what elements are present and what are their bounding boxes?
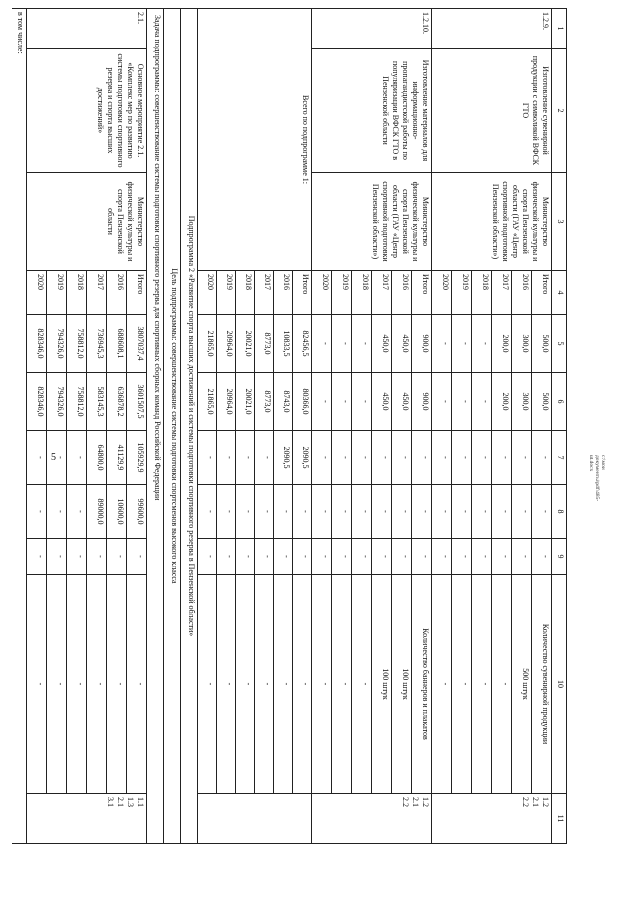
value-cell: 200,0	[492, 373, 512, 431]
value-cell: 41129,9	[107, 431, 127, 485]
value-cell: -	[532, 485, 552, 539]
value-cell: -	[47, 485, 67, 539]
value-cell: -	[236, 485, 255, 539]
value-cell: -	[47, 539, 67, 575]
year-cell: Итого	[532, 271, 552, 315]
indicator-value: -	[492, 575, 512, 794]
value-cell: -	[236, 539, 255, 575]
goal-row	[164, 9, 181, 844]
value-cell: 2090,5	[274, 431, 293, 485]
indicator-value: -	[452, 575, 472, 794]
value-cell: -	[87, 539, 107, 575]
program-activities-table	[12, 8, 567, 844]
value-cell: 500,0	[532, 373, 552, 431]
indicator-value: 500 штук	[512, 575, 532, 794]
indicator-value: -	[293, 575, 312, 794]
value-cell: -	[452, 373, 472, 431]
value-cell: -	[312, 373, 332, 431]
value-cell: -	[492, 431, 512, 485]
value-cell: -	[512, 539, 532, 575]
value-cell: -	[512, 485, 532, 539]
value-cell: 794326,0	[47, 373, 67, 431]
year-cell: 2017	[255, 271, 274, 315]
value-cell: -	[255, 485, 274, 539]
value-cell: -	[352, 539, 372, 575]
value-cell: -	[472, 315, 492, 373]
value-cell: 636878,2	[107, 373, 127, 431]
value-cell: -	[332, 315, 352, 373]
value-cell: -	[332, 539, 352, 575]
value-cell: -	[432, 315, 452, 373]
year-cell: 2019	[452, 271, 472, 315]
executor: Министерство физической культуры и спорта Пензенской области (ГАУ «Центр спортивной подготовки Пензенской области»)	[312, 173, 432, 271]
col-header-5: 5	[552, 315, 567, 373]
value-cell: 736945,3	[87, 315, 107, 373]
value-cell: -	[472, 431, 492, 485]
value-cell: -	[198, 485, 217, 539]
year-cell: 2016	[512, 271, 532, 315]
value-cell: -	[107, 539, 127, 575]
page-number: 5	[51, 452, 56, 463]
value-cell: 758812,0	[67, 315, 87, 373]
indicator-value: -	[274, 575, 293, 794]
value-cell: -	[27, 539, 47, 575]
value-cell: 99600,0	[127, 485, 147, 539]
subprogram-goal: Цель подпрограммы: совершенствование системы подготовки спортсменов высокого класса	[164, 9, 181, 844]
value-cell: -	[255, 539, 274, 575]
value-cell: 450,0	[392, 315, 412, 373]
indicator-value: -	[472, 575, 492, 794]
indicator-name: Количество баннеров и плакатов	[412, 575, 432, 794]
value-cell: 450,0	[392, 373, 412, 431]
year-cell: Итого	[412, 271, 432, 315]
subprogram-2-title: Подпрограмма 2 «Развитие спорта высших достижений и системы подготовки спортивного резерва в Пензенской области»	[181, 9, 198, 844]
value-cell: 21865,0	[198, 373, 217, 431]
col-header-7: 7	[552, 431, 567, 485]
activity-name: Основное мероприятие 2.1. «Комплекс мер по развитию системы подготовки спортивного резерва и спорта высших достижений»	[27, 49, 147, 173]
year-cell: 2018	[236, 271, 255, 315]
value-cell: 583145,3	[87, 373, 107, 431]
year-cell: 2020	[312, 271, 332, 315]
value-cell: -	[352, 431, 372, 485]
indicator-value: -	[107, 575, 127, 794]
value-cell: -	[432, 539, 452, 575]
value-cell: 20021,0	[236, 373, 255, 431]
value-cell: -	[293, 539, 312, 575]
year-cell: Итого	[127, 271, 147, 315]
year-cell: 2016	[392, 271, 412, 315]
value-cell: -	[472, 539, 492, 575]
value-cell: -	[312, 315, 332, 373]
indicator-name: Количество сувенирной продукции	[532, 575, 552, 794]
col-header-11: 11	[552, 794, 567, 844]
value-cell: -	[452, 431, 472, 485]
value-cell: -	[352, 315, 372, 373]
value-cell: -	[332, 373, 352, 431]
indicator-value: 100 штук	[392, 575, 412, 794]
year-cell: 2019	[217, 271, 236, 315]
value-cell: -	[432, 485, 452, 539]
indicator-value: -	[236, 575, 255, 794]
value-cell: -	[312, 485, 332, 539]
year-cell: 2017	[372, 271, 392, 315]
value-cell: -	[217, 539, 236, 575]
value-cell: -	[492, 539, 512, 575]
value-cell: -	[332, 431, 352, 485]
value-cell: -	[392, 431, 412, 485]
value-cell: -	[452, 539, 472, 575]
value-cell: -	[198, 431, 217, 485]
value-cell: -	[27, 431, 47, 485]
value-cell: -	[67, 539, 87, 575]
subprogram-heading-row	[181, 9, 198, 844]
value-cell: -	[293, 485, 312, 539]
year-cell: 2017	[492, 271, 512, 315]
value-cell: 82456,5	[293, 315, 312, 373]
value-cell: -	[372, 539, 392, 575]
indicator-value: -	[312, 575, 332, 794]
value-cell: 8773,0	[255, 373, 274, 431]
reference-cell	[198, 794, 312, 844]
value-cell: 89000,0	[87, 485, 107, 539]
total-label: Всего по подпрограмме 1:	[198, 9, 312, 271]
indicator-value: -	[255, 575, 274, 794]
indicator-value: -	[217, 575, 236, 794]
value-cell: -	[274, 485, 293, 539]
indicator-value: -	[47, 575, 67, 794]
col-header-6: 6	[552, 373, 567, 431]
year-cell: 2020	[198, 271, 217, 315]
value-cell: -	[372, 485, 392, 539]
value-cell: -	[392, 539, 412, 575]
reference-cell: 1.2 2.1 2.2	[312, 794, 432, 844]
row-number: 1.2.9.	[432, 9, 552, 49]
column-number-row	[552, 9, 567, 844]
reference-cell: 1.2 2.1 2.2	[432, 794, 552, 844]
value-cell: -	[472, 485, 492, 539]
value-cell: 80366,0	[293, 373, 312, 431]
indicator-value: -	[332, 575, 352, 794]
task-row	[147, 9, 164, 844]
value-cell: -	[492, 485, 512, 539]
year-cell: 2018	[67, 271, 87, 315]
value-cell: -	[236, 431, 255, 485]
indicator-value: -	[27, 575, 47, 794]
value-cell: -	[452, 485, 472, 539]
table-row	[532, 9, 552, 844]
value-cell: 200,0	[492, 315, 512, 373]
footer-file-path: c:\мои документы\pdf\485-ut.docx	[588, 455, 606, 502]
including-label: в том числе:	[12, 9, 27, 844]
value-cell: 828346,0	[27, 373, 47, 431]
indicator-value: -	[127, 575, 147, 794]
value-cell: -	[512, 431, 532, 485]
value-cell: -	[47, 431, 67, 485]
year-cell: 2017	[87, 271, 107, 315]
value-cell: -	[217, 485, 236, 539]
value-cell: 300,0	[512, 373, 532, 431]
value-cell: -	[472, 373, 492, 431]
value-cell: 8743,0	[274, 373, 293, 431]
indicator-value: -	[87, 575, 107, 794]
value-cell: 450,0	[372, 315, 392, 373]
value-cell: 20021,0	[236, 315, 255, 373]
value-cell: 10600,0	[107, 485, 127, 539]
value-cell: 2090,5	[293, 431, 312, 485]
col-header-1: 1	[552, 9, 567, 49]
value-cell: 794326,0	[47, 315, 67, 373]
value-cell: 3807037,4	[127, 315, 147, 373]
row-number: 1.2.10.	[312, 9, 432, 49]
value-cell: -	[532, 539, 552, 575]
col-header-4: 4	[552, 271, 567, 315]
value-cell: -	[312, 539, 332, 575]
table-row	[412, 9, 432, 844]
year-cell: 2018	[352, 271, 372, 315]
value-cell: -	[392, 485, 412, 539]
table-row	[127, 9, 147, 844]
value-cell: 688608,1	[107, 315, 127, 373]
reference-cell: 1.1 1.3 2.1 3.1	[27, 794, 147, 844]
value-cell: 900,0	[412, 315, 432, 373]
row-number: 2.1.	[27, 9, 147, 49]
indicator-value: 100 штук	[372, 575, 392, 794]
value-cell: 105929,9	[127, 431, 147, 485]
value-cell: -	[412, 485, 432, 539]
col-header-8: 8	[552, 485, 567, 539]
year-cell: 2020	[27, 271, 47, 315]
value-cell: 64800,0	[87, 431, 107, 485]
value-cell: -	[432, 431, 452, 485]
value-cell: -	[67, 485, 87, 539]
table-row	[293, 9, 312, 844]
value-cell: -	[198, 539, 217, 575]
value-cell: -	[127, 539, 147, 575]
value-cell: -	[352, 485, 372, 539]
value-cell: -	[532, 431, 552, 485]
value-cell: -	[27, 485, 47, 539]
col-header-3: 3	[552, 173, 567, 271]
value-cell: 900,0	[412, 373, 432, 431]
year-cell: 2020	[432, 271, 452, 315]
value-cell: 300,0	[512, 315, 532, 373]
indicator-value: -	[198, 575, 217, 794]
year-cell: 2019	[332, 271, 352, 315]
executor: Министерство физической культуры и спорта Пензенской области	[27, 173, 147, 271]
value-cell: -	[412, 431, 432, 485]
value-cell: 10833,5	[274, 315, 293, 373]
indicator-value: -	[432, 575, 452, 794]
subprogram-task: Задача подпрограммы: совершенствование системы подготовки спортивного резерва для спортивных сборных команд Российской Федерации	[147, 9, 164, 844]
activity-name: Изготовление материалов для информационно-пропагандистской работы по популяризации ВФСК ГТО в Пензенской области	[312, 49, 432, 173]
col-header-2: 2	[552, 49, 567, 173]
value-cell: -	[332, 485, 352, 539]
value-cell: 450,0	[372, 373, 392, 431]
year-cell: Итого	[293, 271, 312, 315]
col-header-10: 10	[552, 575, 567, 794]
value-cell: -	[352, 373, 372, 431]
executor: Министерство физической культуры и спорта Пензенской области (ГАУ «Центр спортивной подготовки Пензенской области»)	[432, 173, 552, 271]
year-cell: 2016	[107, 271, 127, 315]
value-cell: 758812,0	[67, 373, 87, 431]
table-row	[12, 9, 27, 844]
value-cell: -	[255, 431, 274, 485]
value-cell: -	[67, 431, 87, 485]
value-cell: 20964,0	[217, 373, 236, 431]
value-cell: 828346,0	[27, 315, 47, 373]
value-cell: 8773,0	[255, 315, 274, 373]
indicator-value: -	[352, 575, 372, 794]
value-cell: -	[452, 315, 472, 373]
value-cell: -	[412, 539, 432, 575]
value-cell: -	[217, 431, 236, 485]
value-cell: 20964,0	[217, 315, 236, 373]
year-cell: 2016	[274, 271, 293, 315]
activity-name: Изготовление сувенирной продукции с символикой ВФСК ГТО	[432, 49, 552, 173]
value-cell: -	[372, 431, 392, 485]
year-cell: 2019	[47, 271, 67, 315]
value-cell: 21865,0	[198, 315, 217, 373]
rotated-page-content	[11, 8, 567, 843]
value-cell: -	[312, 431, 332, 485]
value-cell: 3601507,5	[127, 373, 147, 431]
value-cell: -	[274, 539, 293, 575]
year-cell: 2018	[472, 271, 492, 315]
value-cell: 500,0	[532, 315, 552, 373]
value-cell: -	[432, 373, 452, 431]
indicator-value: -	[67, 575, 87, 794]
col-header-9: 9	[552, 539, 567, 575]
